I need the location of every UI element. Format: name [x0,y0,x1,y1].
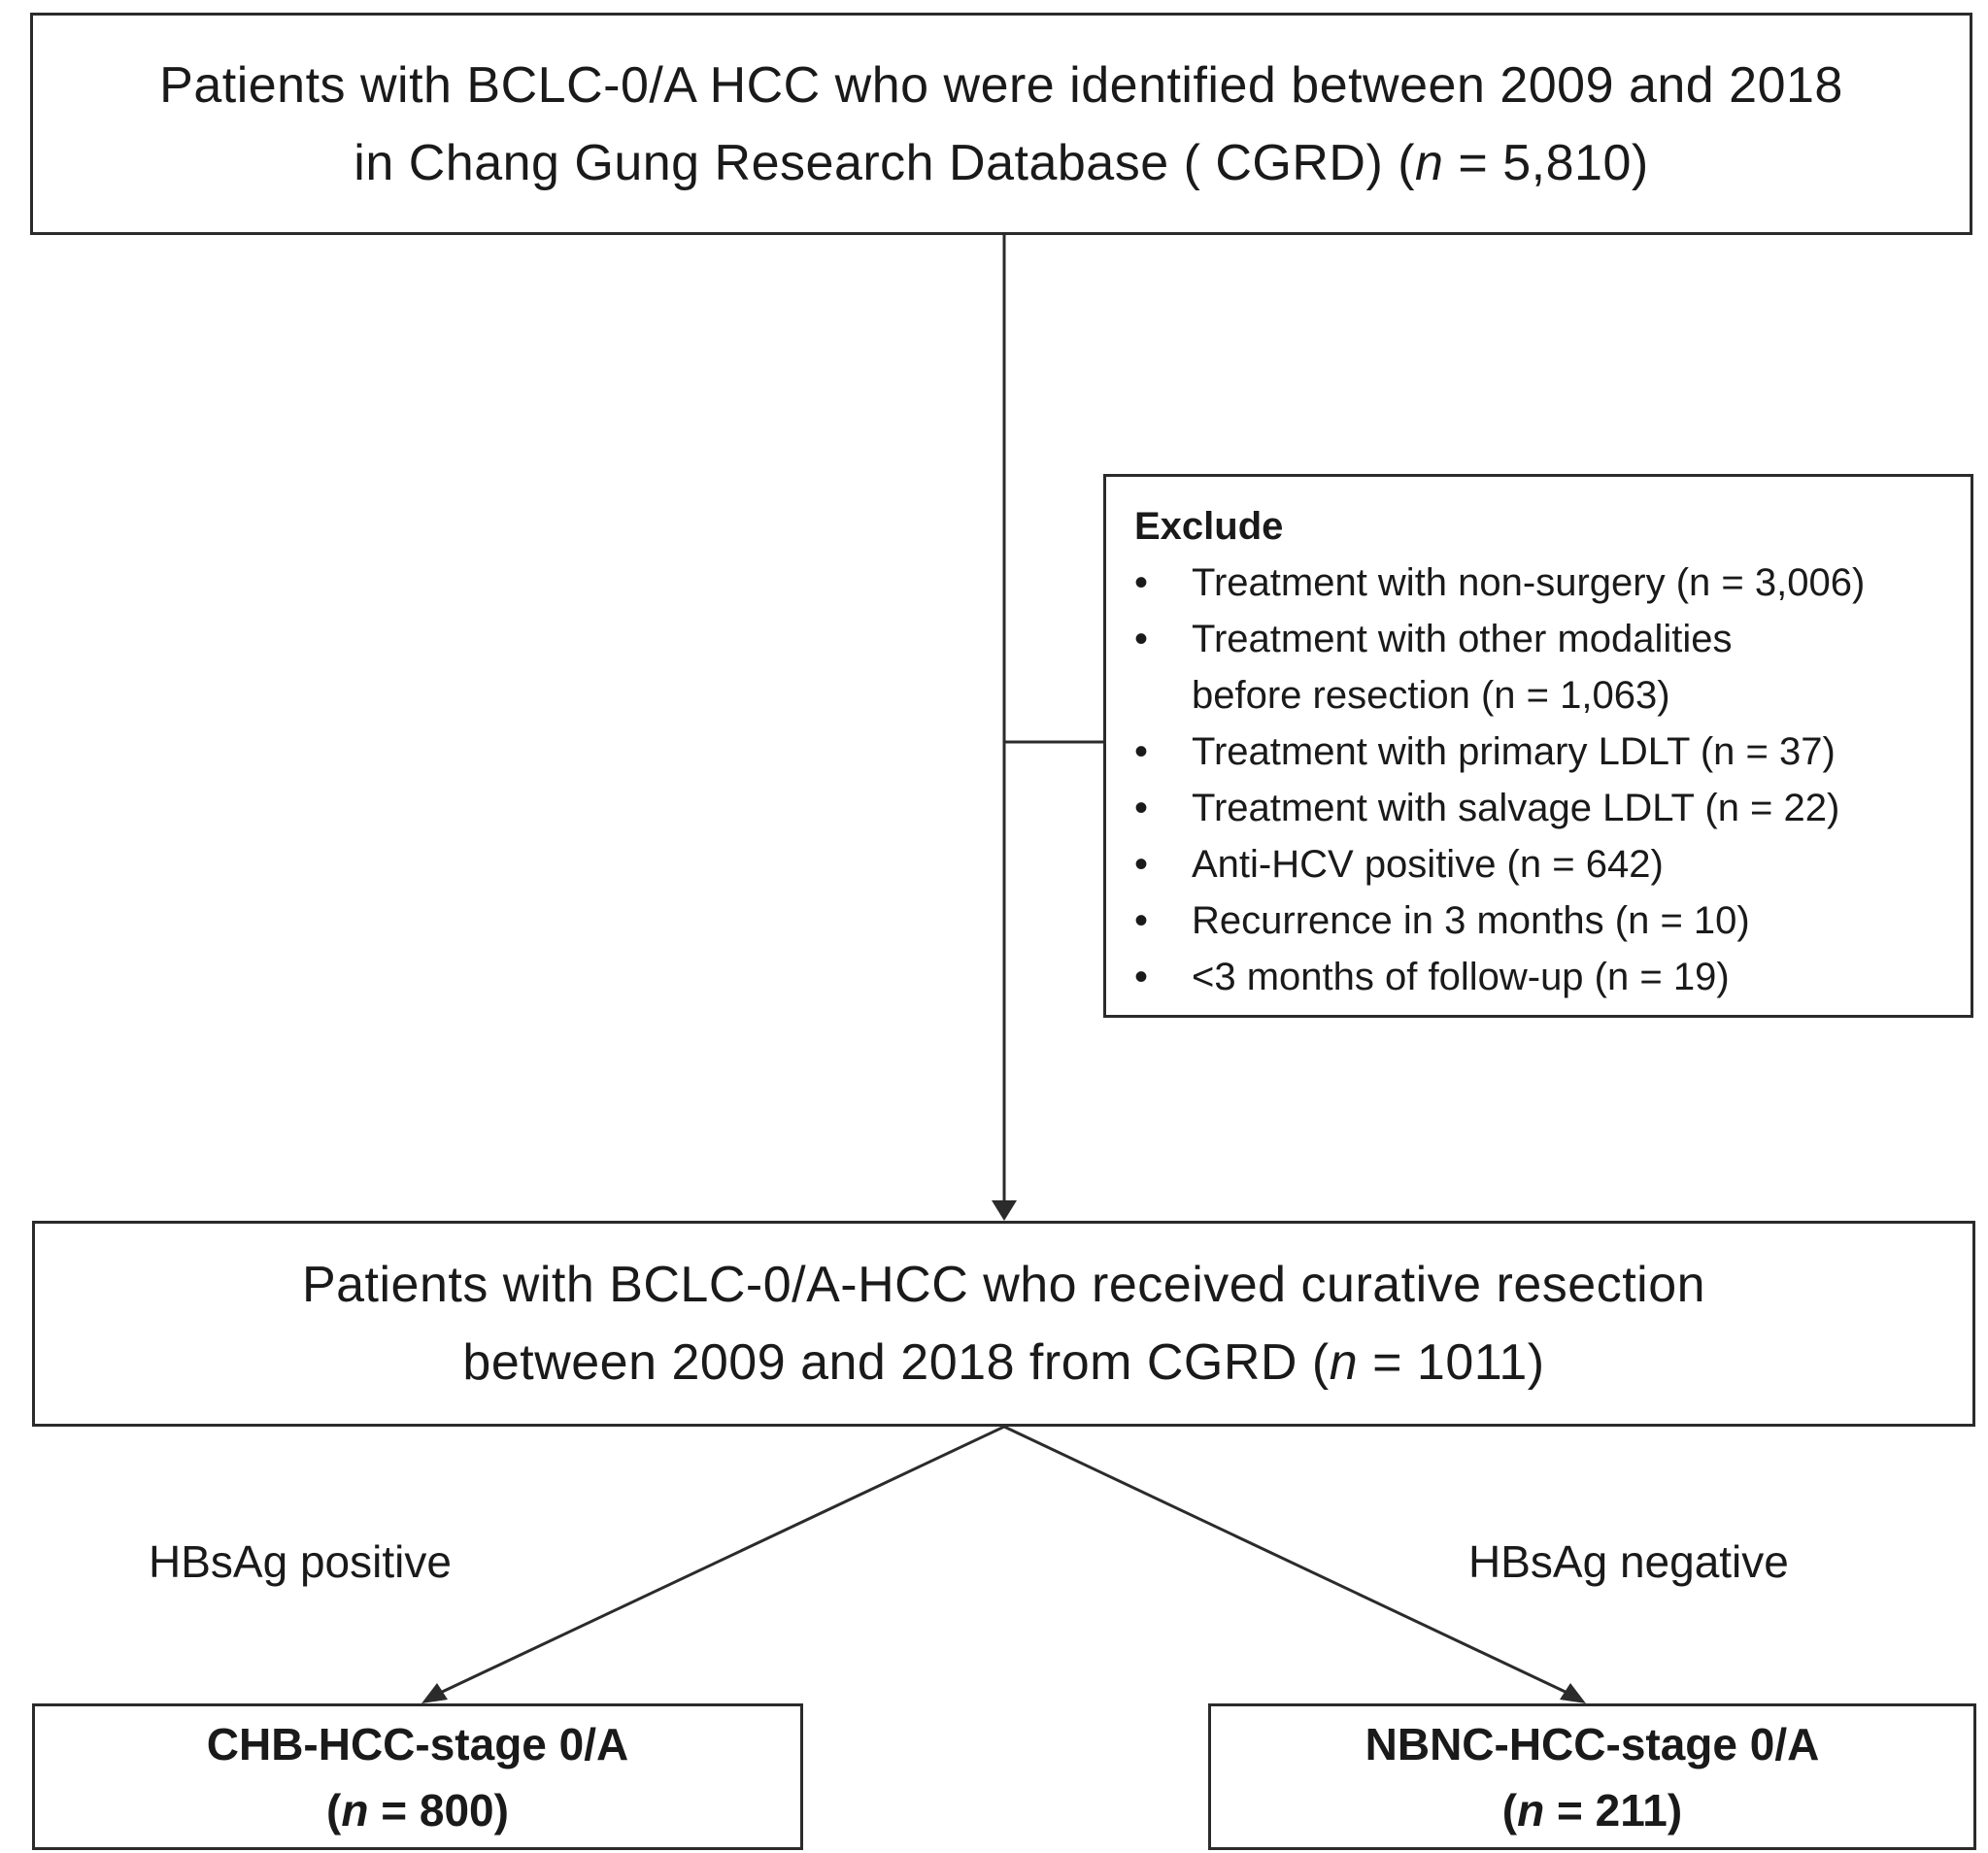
exclusion-item [1134,949,1971,1005]
exclusion-item-text: Treatment with salvage LDLT (n = 22) [1192,787,1840,829]
exclusion-item [1134,555,1971,611]
initial-cohort-line1: Patients with BCLC-0/A HCC who were identified between 2009 and 2018 [159,56,1843,114]
exclusion-item [1134,836,1971,893]
exclusion-item-text: Treatment with primary LDLT (n = 37) [1192,730,1836,773]
initial-cohort-box [30,13,1972,235]
exclusion-criteria-box [1103,474,1973,1018]
arrowhead-mid [992,1200,1017,1221]
nbnc-hcc-group-box [1208,1703,1976,1850]
n-symbol: n [1517,1784,1545,1836]
bullet-icon: • [1134,899,1149,942]
bullet-icon: • [1134,787,1149,829]
exclusion-item-text: Treatment with non-surgery (n = 3,006) [1192,561,1866,604]
open-paren: ( [326,1784,342,1836]
initial-cohort-count: = 5,810) [1443,134,1649,191]
arrowhead-right [1560,1683,1586,1703]
initial-cohort-line2-prefix: in Chang Gung Research Database ( CGRD) ( [354,134,1416,191]
exclusion-item [1134,611,1971,667]
chb-hcc-group-count-line [326,1777,509,1843]
resection-cohort-count: = 1011) [1358,1334,1545,1391]
bullet-icon: • [1134,730,1149,773]
exclusion-item [1134,780,1971,836]
resection-cohort-line1: Patients with BCLC-0/A-HCC who received curative resection [301,1257,1706,1313]
open-paren: ( [1501,1784,1518,1836]
chb-hcc-group-box [32,1703,803,1850]
resection-cohort-line2-prefix: between 2009 and 2018 from CGRD ( [462,1334,1330,1391]
bullet-icon: • [1134,618,1149,660]
chb-hcc-group-title: CHB-HCC-stage 0/A [206,1718,629,1769]
nbnc-hcc-group-count-line [1502,1777,1682,1843]
exclusion-item-text: <3 months of follow-up (n = 19) [1192,956,1730,998]
hbsag-positive-label: HBsAg positive [149,1536,452,1587]
exclusion-item-text: before resection (n = 1,063) [1192,674,1670,717]
n-symbol: n [1415,134,1444,191]
nbnc-hcc-group-title: NBNC-HCC-stage 0/A [1365,1718,1820,1769]
connector-mid-to-left [436,1427,1004,1695]
n-symbol: n [341,1784,369,1836]
initial-cohort-line2 [354,124,1648,202]
resection-cohort-box [32,1221,1975,1427]
exclusion-item [1134,724,1971,780]
bullet-icon: • [1134,956,1149,998]
resection-cohort-line2 [462,1324,1544,1401]
hbsag-negative-label: HBsAg negative [1468,1536,1789,1587]
exclusion-item-continuation [1134,667,1971,724]
exclusion-item-text: Treatment with other modalities [1192,618,1733,660]
exclusion-item-text: Anti-HCV positive (n = 642) [1192,843,1664,886]
exclusion-title: Exclude [1134,505,1284,548]
bullet-icon: • [1134,843,1149,886]
bullet-icon: • [1134,561,1149,604]
n-symbol: n [1329,1334,1359,1391]
exclusion-item [1134,893,1971,949]
arrowhead-left [421,1683,448,1703]
nbnc-hcc-group-count: = 211) [1544,1784,1683,1836]
chb-hcc-group-count: = 800) [368,1784,509,1836]
exclusion-list [1134,555,1971,1005]
exclusion-item-text: Recurrence in 3 months (n = 10) [1192,899,1750,942]
